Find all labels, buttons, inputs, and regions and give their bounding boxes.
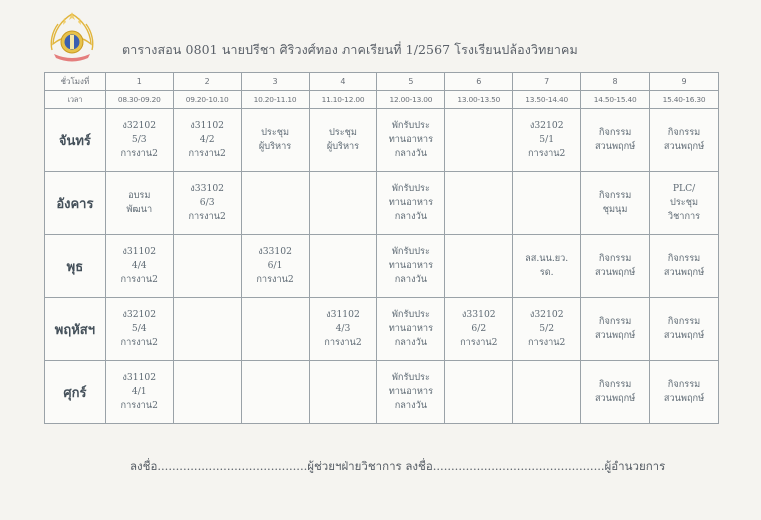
schedule-cell — [105, 361, 173, 424]
cell-line: การงาน2 — [460, 337, 498, 348]
schedule-cell — [445, 172, 513, 235]
time-label: เวลา — [45, 91, 106, 109]
schedule-cell — [581, 172, 650, 235]
cell-line: ง33102 — [190, 183, 225, 194]
schedule-cell — [377, 361, 445, 424]
schedule-cell — [513, 298, 581, 361]
period-number: 8 — [581, 73, 650, 91]
cell-line: กิจกรรม — [598, 379, 632, 390]
cell-line: พักรับประ — [391, 183, 430, 194]
cell-line: พัฒนา — [126, 204, 153, 215]
cell-line: การงาน2 — [324, 337, 362, 348]
schedule-cell — [309, 109, 377, 172]
cell-line: 4/2 — [199, 134, 215, 145]
cell-line: การงาน2 — [120, 148, 158, 159]
cell-line: ง32102 — [529, 120, 564, 131]
period-number: 1 — [105, 73, 173, 91]
time-slot: 13.50-14.40 — [513, 91, 581, 109]
cell-line: ทานอาหาร — [388, 323, 434, 334]
schedule-cell — [581, 109, 650, 172]
cell-line: กิจกรรม — [598, 127, 632, 138]
period-number: 3 — [241, 73, 309, 91]
cell-line: ประชุม — [670, 197, 699, 208]
cell-line: 4/3 — [335, 323, 351, 334]
cell-line: การงาน2 — [120, 274, 158, 285]
schedule-cell — [445, 298, 513, 361]
day-name: ศุกร์ — [45, 361, 106, 424]
cell-line: ทานอาหาร — [388, 386, 434, 397]
schedule-cell — [581, 298, 650, 361]
cell-line: พักรับประ — [391, 372, 430, 383]
cell-line: การงาน2 — [120, 400, 158, 411]
cell-line: กิจกรรม — [667, 253, 701, 264]
page-title: ตารางสอน 0801 นายปรีชา ศิริวงศ์ทอง ภาคเรียนที่ 1/2567 โรงเรียนปล้องวิทยาคม — [122, 42, 578, 57]
schedule-cell — [445, 235, 513, 298]
cell-line: การงาน2 — [188, 148, 226, 159]
schedule-cell — [377, 298, 445, 361]
time-header-row — [45, 91, 719, 109]
schedule-cell — [513, 172, 581, 235]
table-row — [45, 109, 719, 172]
schedule-cell — [513, 235, 581, 298]
cell-line: กิจกรรม — [667, 316, 701, 327]
cell-line: การงาน2 — [120, 337, 158, 348]
cell-line: ชุมนุม — [602, 204, 628, 215]
schedule-cell — [105, 109, 173, 172]
cell-line: ผู้บริหาร — [258, 141, 292, 152]
cell-line: อบรม — [128, 190, 151, 201]
schedule-cell — [513, 361, 581, 424]
cell-line: ง33102 — [258, 246, 292, 257]
cell-line: สวนพฤกษ์ — [594, 141, 636, 152]
schedule-cell — [581, 361, 650, 424]
cell-line: ง31102 — [122, 246, 157, 257]
cell-line: กลางวัน — [394, 274, 428, 285]
time-slot: 12.00-13.00 — [377, 91, 445, 109]
cell-line: กิจกรรม — [667, 127, 701, 138]
signature-line: ลงชื่อ.........................................ผู้ช่วยฯฝ่ายวิชาการ ลงชื่อ...............................................ผู้อำนวยการ — [130, 459, 666, 473]
cell-line: ทานอาหาร — [388, 197, 434, 208]
cell-line: 5/3 — [131, 134, 147, 145]
schedule-cell — [581, 235, 650, 298]
cell-line: สวนพฤกษ์ — [594, 393, 636, 404]
schedule-cell — [650, 298, 719, 361]
day-name: จันทร์ — [45, 109, 106, 172]
period-number: 2 — [173, 73, 241, 91]
cell-line: 5/4 — [131, 323, 147, 334]
cell-line: กลางวัน — [394, 400, 428, 411]
schedule-cell — [309, 361, 377, 424]
schedule-cell — [377, 235, 445, 298]
cell-line: วิชาการ — [667, 211, 701, 222]
cell-line: การงาน2 — [527, 337, 566, 348]
time-slot: 08.30-09.20 — [105, 91, 173, 109]
cell-line: สวนพฤกษ์ — [663, 267, 705, 278]
cell-line: กิจกรรม — [598, 316, 632, 327]
cell-line: 5/1 — [539, 134, 555, 145]
cell-line: ทานอาหาร — [388, 260, 434, 271]
cell-line: 6/3 — [199, 197, 215, 208]
cell-line: กิจกรรม — [667, 379, 701, 390]
schedule-cell — [309, 172, 377, 235]
cell-line: กลางวัน — [394, 337, 428, 348]
day-name: พฤหัสฯ — [45, 298, 106, 361]
table-row — [45, 298, 719, 361]
schedule-cell — [309, 298, 377, 361]
time-slot: 13.00-13.50 — [445, 91, 513, 109]
school-logo-icon — [44, 10, 100, 64]
cell-line: สวนพฤกษ์ — [594, 267, 636, 278]
cell-line: สวนพฤกษ์ — [663, 330, 705, 341]
cell-line: การงาน2 — [188, 211, 226, 222]
cell-line: ผู้บริหาร — [326, 141, 360, 152]
schedule-cell — [241, 235, 309, 298]
time-slot: 09.20-10.10 — [173, 91, 241, 109]
schedule-cell — [377, 109, 445, 172]
schedule-cell — [173, 235, 241, 298]
schedule-cell — [173, 109, 241, 172]
cell-line: 6/2 — [471, 323, 487, 334]
schedule-cell — [241, 298, 309, 361]
table-row — [45, 235, 719, 298]
period-number: 4 — [309, 73, 377, 91]
time-slot: 14.50-15.40 — [581, 91, 650, 109]
table-row — [45, 361, 719, 424]
cell-line: ง31102 — [326, 309, 360, 320]
table-row — [45, 172, 719, 235]
cell-line: สวนพฤกษ์ — [663, 393, 705, 404]
schedule-cell — [377, 172, 445, 235]
cell-line: ง33102 — [461, 309, 496, 320]
schedule-cell — [650, 172, 719, 235]
schedule-cell — [445, 109, 513, 172]
cell-line: ทานอาหาร — [388, 134, 434, 145]
cell-line: ง31102 — [190, 120, 225, 131]
time-slot: 10.20-11.10 — [241, 91, 309, 109]
cell-line: ลส.นน.ยว. — [525, 253, 569, 264]
cell-line: การงาน2 — [256, 274, 294, 285]
schedule-cell — [650, 109, 719, 172]
day-name: พุธ — [45, 235, 106, 298]
cell-line: 6/1 — [267, 260, 283, 271]
period-label: ชั่วโมงที่ — [45, 73, 106, 91]
cell-line: ประชุม — [261, 127, 290, 138]
cell-line: 4/4 — [131, 260, 147, 271]
cell-line: กิจกรรม — [598, 190, 632, 201]
schedule-cell — [173, 298, 241, 361]
period-number: 7 — [513, 73, 581, 91]
cell-line: PLC/ — [672, 183, 696, 194]
schedule-cell — [241, 109, 309, 172]
cell-line: พักรับประ — [391, 246, 430, 257]
cell-line: ประชุม — [328, 127, 357, 138]
cell-line: กิจกรรม — [598, 253, 632, 264]
period-number: 6 — [445, 73, 513, 91]
day-name: อังคาร — [45, 172, 106, 235]
cell-line: สวนพฤกษ์ — [594, 330, 636, 341]
schedule-cell — [105, 235, 173, 298]
schedule-cell — [173, 172, 241, 235]
cell-line: 4/1 — [131, 386, 147, 397]
cell-line: ง32102 — [122, 309, 157, 320]
schedule-cell — [105, 172, 173, 235]
schedule-cell — [650, 361, 719, 424]
cell-line: ง32102 — [529, 309, 564, 320]
schedule-cell — [309, 235, 377, 298]
schedule-cell — [650, 235, 719, 298]
period-header-row — [45, 73, 719, 91]
cell-line: พักรับประ — [391, 309, 430, 320]
cell-line: กลางวัน — [394, 211, 428, 222]
timetable — [44, 72, 719, 424]
cell-line: รด. — [539, 267, 554, 278]
cell-line: กลางวัน — [394, 148, 428, 159]
schedule-cell — [241, 361, 309, 424]
cell-line: การงาน2 — [527, 148, 566, 159]
cell-line: ง32102 — [122, 120, 157, 131]
cell-line: ง31102 — [122, 372, 157, 383]
time-slot: 11.10-12.00 — [309, 91, 377, 109]
period-number: 5 — [377, 73, 445, 91]
schedule-cell — [241, 172, 309, 235]
period-number: 9 — [650, 73, 719, 91]
schedule-cell — [105, 298, 173, 361]
cell-line: พักรับประ — [391, 120, 430, 131]
cell-line: 5/2 — [539, 323, 555, 334]
time-slot: 15.40-16.30 — [650, 91, 719, 109]
cell-line: สวนพฤกษ์ — [663, 141, 705, 152]
schedule-cell — [445, 361, 513, 424]
schedule-cell — [513, 109, 581, 172]
schedule-cell — [173, 361, 241, 424]
